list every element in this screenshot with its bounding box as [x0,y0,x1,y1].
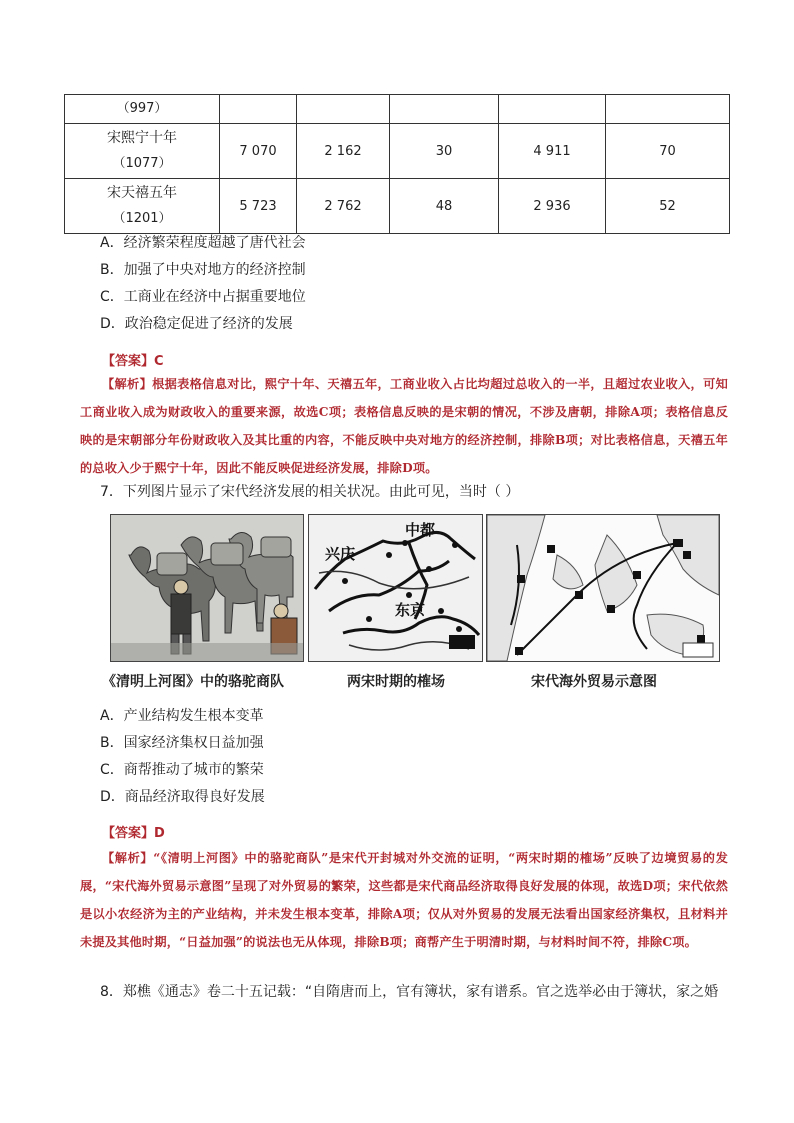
answer-label: 【答案】 [102,354,155,369]
table-cell [220,95,297,124]
map-label-xingqing: 兴庆 [325,545,356,563]
table-cell [606,95,730,124]
table-cell: 2 762 [297,179,390,234]
analysis-text: “《清明上河图》中的骆驼商队”是宋代开封城对外交流的证明，“两宋时期的榷场”反映了边境贸易的发展，“宋代海外贸易示意图”呈现了对外贸易的繁荣，这些都是宋代商品经济取得良好发展的体现，故选D项；宋代依然是以小农经济为主的产业结构，并未发生根本变革，排除A项；仅从对外贸易的发展无法看出国家经济集权，且材料并未提及其他时期，“日益加强”的说法也无从体现，排除B项；商帮产生于明清时期，与材料时间不符，排除C项。 [80,851,728,949]
year-cell: 宋天禧五年 （1201） [65,179,220,234]
q6-option-b: B．加强了中央对地方的经济控制 [100,262,306,278]
camel-caravan-image [111,515,303,661]
table-cell: 48 [390,179,499,234]
q7-stem: 7．下列图片显示了宋代经济发展的相关状况。由此可见，当时（ ） [100,484,520,500]
overseas-trade-map [486,514,720,662]
trade-market-map [308,514,483,662]
table-cell: 5 723 [220,179,297,234]
q7-option-c: C．商帮推动了城市的繁荣 [100,762,264,778]
q6-option-c: C．工商业在经济中占据重要地位 [100,289,306,305]
map-label-zhongdu: 中都 [405,521,436,539]
q7-option-b: B．国家经济集权日益加强 [100,735,264,751]
table-cell [390,95,499,124]
q6-analysis [80,370,728,482]
q6-answer [102,350,164,369]
caption-trade-market: 两宋时期的榷场 [347,674,445,690]
table-cell: 7 070 [220,124,297,179]
table-row [65,124,730,179]
analysis-label: 【解析】 [102,851,154,865]
q7-option-a: A．产业结构发生根本变革 [100,708,264,724]
analysis-text: 根据表格信息对比，熙宁十年、天禧五年，工商业收入占比均超过总收入的一半，且超过农业收入，可知工商业收入成为财政收入的重要来源，故选C项；表格信息反映的是宋朝的情况，不涉及唐朝，排除A项；表格信息反映的是宋朝部分年份财政收入及其比重的内容，不能反映中央对地方的经济控制，排除B项；对比表格信息，天禧五年的总收入少于熙宁十年，因此不能反映促进经济发展，排除D项。 [80,377,728,475]
analysis-label: 【解析】 [102,377,153,391]
map-label-dongjing: 东京 [395,601,426,619]
year-cell: （997） [65,95,220,124]
q7-answer [102,822,165,841]
overseas-trade-map-image [487,515,719,661]
q6-option-a: A．经济繁荣程度超越了唐代社会 [100,235,306,251]
q8-stem: 8．郑樵《通志》卷二十五记载：“自隋唐而上，官有簿状，家有谱系。官之选举必由于簿状，家之婚 [100,984,719,1000]
table-row [65,179,730,234]
table-row [65,95,730,124]
trade-market-map-image [309,515,482,661]
table-cell: 2 162 [297,124,390,179]
table-cell: 4 911 [499,124,606,179]
fiscal-revenue-table [64,94,730,234]
year-cell: 宋熙宁十年 （1077） [65,124,220,179]
answer-value: C [154,354,164,369]
q6-option-d: D．政治稳定促进了经济的发展 [100,316,293,332]
caption-camel-caravan: 《清明上河图》中的骆驼商队 [102,674,284,690]
table-cell [297,95,390,124]
table-cell: 2 936 [499,179,606,234]
table-cell: 52 [606,179,730,234]
answer-value: D [154,826,165,841]
q7-option-d: D．商品经济取得良好发展 [100,789,265,805]
table-cell [499,95,606,124]
answer-label: 【答案】 [102,826,155,841]
caption-overseas-trade: 宋代海外贸易示意图 [531,674,657,690]
camel-caravan-painting [110,514,304,662]
table-cell: 70 [606,124,730,179]
table-cell: 30 [390,124,499,179]
q7-analysis [80,844,728,956]
